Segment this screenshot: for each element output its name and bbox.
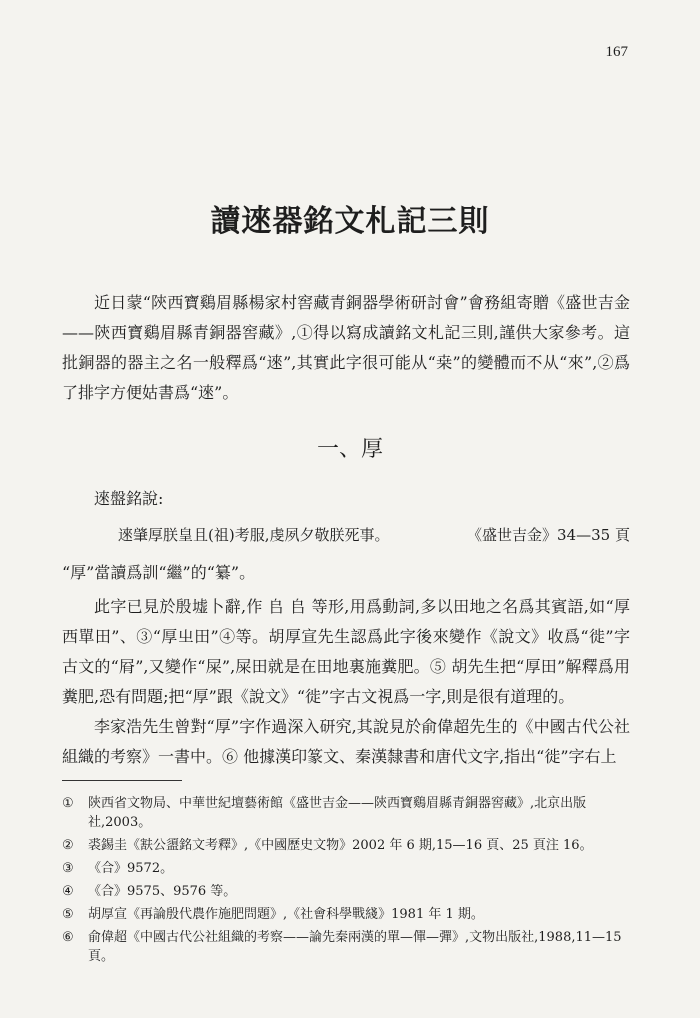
footnote-text: 《合》9575、9576 等。 <box>88 884 237 899</box>
article-title: 讀逨器銘文札記三則 <box>210 204 490 239</box>
inscription-label: 逨盤銘說: <box>94 489 164 508</box>
footnote-mark: ② <box>62 838 74 853</box>
footnote-text: 《合》9572。 <box>88 861 174 876</box>
footnote-text: 陝西省文物局、中華世紀壇藝術館《盛世吉金——陝西寶鷄眉縣青銅器窖藏》,北京出版社,2003。 <box>88 796 587 830</box>
footnote <box>62 859 634 878</box>
footnote-text: 裘錫圭《㝬公盨銘文考釋》,《中國歷史文物》2002 年 6 期,15—16 頁、25 頁注 16。 <box>88 838 593 853</box>
inscription-source: 《盛世吉金》34—35 頁 <box>467 526 630 544</box>
footnote-text: 俞偉超《中國古代公社組織的考察——論先秦兩漢的單—僤—彈》,文物出版社,1988,11—15 頁。 <box>88 930 622 964</box>
footnotes <box>62 794 634 970</box>
footnote <box>62 905 634 924</box>
body-section <box>62 592 630 772</box>
footnote-mark: ③ <box>62 861 74 876</box>
footnote-mark: ④ <box>62 884 74 899</box>
footnote <box>62 882 634 901</box>
footnote-mark: ⑥ <box>62 930 74 945</box>
body-paragraph: 此字已見於殷墟卜辭,作 𠂤 𠂤 等形,用爲動詞,多以田地之名爲其賓語,如“厚西單田”、③“厚㞢田”④等。胡厚宣先生認爲此字後來變作《說文》收爲“徙”字古文的“㞕”,又變作“屎”,屎田就是在田地裏施糞肥。⑤ 胡先生把“厚田”解釋爲用糞肥,恐有問題;把“厚”跟《說文》“徙”字古文視爲一字,則是很有道理的。 <box>62 597 630 706</box>
footnote-mark: ① <box>62 796 74 811</box>
footnote <box>62 836 634 855</box>
gloss-line: “厚”當讀爲訓“繼”的“纂”。 <box>62 563 256 582</box>
footnote <box>62 928 634 966</box>
section-heading: 一、厚 <box>316 437 383 462</box>
footnote-divider <box>62 780 182 781</box>
inscription-text: 逨肇厚朕皇且(祖)考服,虔夙夕敬朕死事。 <box>118 526 390 544</box>
intro-paragraph: 近日蒙“陝西寶鷄眉縣楊家村窖藏青銅器學術研討會”會務組寄贈《盛世吉金——陝西寶鷄眉縣青銅器窖藏》,①得以寫成讀銘文札記三則,謹供大家參考。這批銅器的器主之名一般釋爲“逨”,其實此字很可能从“桒”的變體而不从“來”,②爲了排字方便姑書爲“逨”。 <box>62 293 630 402</box>
footnote-text: 胡厚宣《再論殷代農作施肥問題》,《社會科學戰綫》1981 年 1 期。 <box>88 907 484 922</box>
footnote-mark: ⑤ <box>62 907 74 922</box>
footnote <box>62 794 634 832</box>
body-paragraph: 李家浩先生曾對“厚”字作過深入研究,其說見於俞偉超先生的《中國古代公社組織的考察》一書中。⑥ 他據漢印篆文、秦漢隸書和唐代文字,指出“徙”字右上 <box>62 717 630 766</box>
page-number: 167 <box>605 44 628 60</box>
intro-section <box>62 288 630 408</box>
